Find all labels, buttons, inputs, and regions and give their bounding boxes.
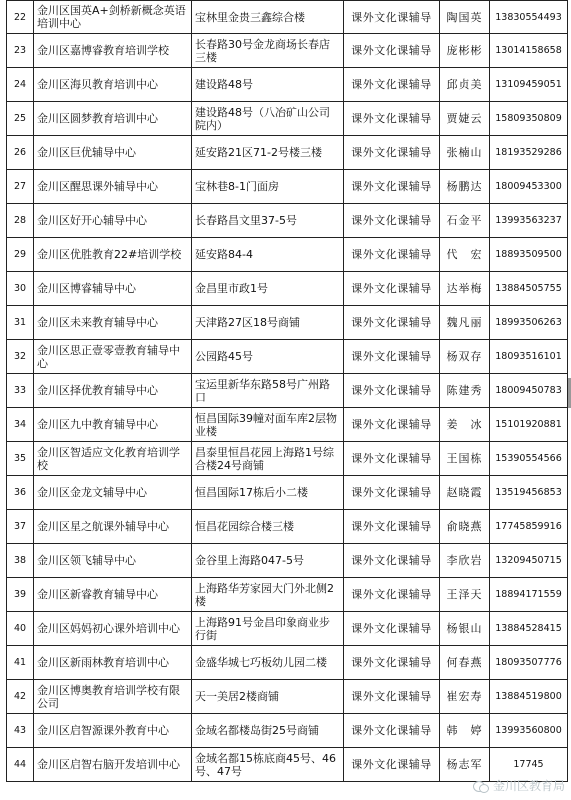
institution-name-cell: 金川区启智源课外教育中心 — [34, 714, 192, 748]
contact-person-cell: 姜 冰 — [440, 408, 490, 442]
category-cell: 课外文化课辅导 — [344, 374, 440, 408]
institution-name-cell: 金川区醒思课外辅导中心 — [34, 170, 192, 204]
table-row — [7, 68, 568, 102]
institution-name-cell: 金川区启智右脑开发培训中心 — [34, 748, 192, 782]
contact-person-cell: 陈建秀 — [440, 374, 490, 408]
address-cell: 宝林里金贵三鑫综合楼 — [192, 1, 344, 34]
row-number-cell: 31 — [7, 306, 34, 340]
phone-cell: 13209450715 — [490, 544, 568, 578]
row-number-cell: 44 — [7, 748, 34, 782]
phone-cell: 17745 — [490, 748, 568, 782]
row-number-cell: 22 — [7, 1, 34, 34]
table-row — [7, 510, 568, 544]
contact-person-cell: 杨银山 — [440, 612, 490, 646]
contact-person-cell: 邱贞美 — [440, 68, 490, 102]
institution-name-cell: 金川区好开心辅导中心 — [34, 204, 192, 238]
table-row — [7, 578, 568, 612]
address-cell: 公园路45号 — [192, 340, 344, 374]
contact-person-cell: 魏凡丽 — [440, 306, 490, 340]
table-row — [7, 408, 568, 442]
address-cell: 宝林巷8-1门面房 — [192, 170, 344, 204]
phone-cell: 18893509500 — [490, 238, 568, 272]
address-cell: 延安路21区71-2号楼三楼 — [192, 136, 344, 170]
phone-cell: 13519456853 — [490, 476, 568, 510]
row-number-cell: 23 — [7, 34, 34, 68]
row-number-cell: 37 — [7, 510, 34, 544]
category-cell: 课外文化课辅导 — [344, 204, 440, 238]
row-number-cell: 32 — [7, 340, 34, 374]
category-cell: 课外文化课辅导 — [344, 510, 440, 544]
table-row — [7, 374, 568, 408]
phone-cell: 13109459051 — [490, 68, 568, 102]
wechat-icon — [473, 779, 489, 793]
phone-cell: 15809350809 — [490, 102, 568, 136]
address-cell: 恒昌国际39幢对面车库2层物业楼 — [192, 408, 344, 442]
table-row — [7, 102, 568, 136]
contact-person-cell: 李欣岩 — [440, 544, 490, 578]
phone-cell: 17745859916 — [490, 510, 568, 544]
category-cell: 课外文化课辅导 — [344, 578, 440, 612]
address-cell: 金谷里上海路047-5号 — [192, 544, 344, 578]
table-row — [7, 204, 568, 238]
document-sheet — [2, 0, 569, 782]
category-cell: 课外文化课辅导 — [344, 136, 440, 170]
institution-name-cell: 金川区星之航课外辅导中心 — [34, 510, 192, 544]
phone-cell: 13884528415 — [490, 612, 568, 646]
table-row — [7, 170, 568, 204]
address-cell: 天一美居2楼商铺 — [192, 680, 344, 714]
institution-name-cell: 金川区博睿辅导中心 — [34, 272, 192, 306]
category-cell: 课外文化课辅导 — [344, 340, 440, 374]
category-cell: 课外文化课辅导 — [344, 748, 440, 782]
phone-cell: 18009453300 — [490, 170, 568, 204]
table-row — [7, 476, 568, 510]
table-row — [7, 680, 568, 714]
row-number-cell: 33 — [7, 374, 34, 408]
institution-name-cell: 金川区巨优辅导中心 — [34, 136, 192, 170]
row-number-cell: 30 — [7, 272, 34, 306]
table-row — [7, 612, 568, 646]
institution-table — [6, 0, 568, 782]
row-number-cell: 35 — [7, 442, 34, 476]
row-number-cell: 24 — [7, 68, 34, 102]
institution-name-cell: 金川区金龙文辅导中心 — [34, 476, 192, 510]
contact-person-cell: 达举梅 — [440, 272, 490, 306]
contact-person-cell: 何春燕 — [440, 646, 490, 680]
address-cell: 建设路48号 — [192, 68, 344, 102]
contact-person-cell: 杨志军 — [440, 748, 490, 782]
table-row — [7, 714, 568, 748]
institution-name-cell: 金川区领飞辅导中心 — [34, 544, 192, 578]
category-cell: 课外文化课辅导 — [344, 272, 440, 306]
address-cell: 金盛华城七巧板幼儿园二楼 — [192, 646, 344, 680]
contact-person-cell: 崔宏寿 — [440, 680, 490, 714]
institution-name-cell: 金川区国英A+剑桥新概念英语培训中心 — [34, 1, 192, 34]
row-number-cell: 29 — [7, 238, 34, 272]
contact-person-cell: 杨双存 — [440, 340, 490, 374]
row-number-cell: 25 — [7, 102, 34, 136]
address-cell: 上海路91号金昌印象商业步行街 — [192, 612, 344, 646]
category-cell: 课外文化课辅导 — [344, 306, 440, 340]
phone-cell: 13830554493 — [490, 1, 568, 34]
phone-cell: 18894171559 — [490, 578, 568, 612]
table-row — [7, 238, 568, 272]
row-number-cell: 38 — [7, 544, 34, 578]
phone-cell: 18009450783 — [490, 374, 568, 408]
contact-person-cell: 陶国英 — [440, 1, 490, 34]
address-cell: 金域名都15栋底商45号、46号、47号 — [192, 748, 344, 782]
table-row — [7, 136, 568, 170]
phone-cell: 13014158658 — [490, 34, 568, 68]
address-cell: 建设路48号（八冶矿山公司院内） — [192, 102, 344, 136]
category-cell: 课外文化课辅导 — [344, 408, 440, 442]
institution-name-cell: 金川区择优教育辅导中心 — [34, 374, 192, 408]
phone-cell: 13884505755 — [490, 272, 568, 306]
table-body — [7, 1, 568, 782]
row-number-cell: 42 — [7, 680, 34, 714]
address-cell: 宝运里新华东路58号广州路口 — [192, 374, 344, 408]
phone-cell: 18193529286 — [490, 136, 568, 170]
row-number-cell: 36 — [7, 476, 34, 510]
category-cell: 课外文化课辅导 — [344, 680, 440, 714]
contact-person-cell: 庞彬彬 — [440, 34, 490, 68]
phone-cell: 18093516101 — [490, 340, 568, 374]
table-row — [7, 544, 568, 578]
watermark — [473, 777, 565, 794]
category-cell: 课外文化课辅导 — [344, 34, 440, 68]
contact-person-cell: 代 宏 — [440, 238, 490, 272]
phone-cell: 13993563237 — [490, 204, 568, 238]
contact-person-cell: 韩 婷 — [440, 714, 490, 748]
phone-cell: 18093507776 — [490, 646, 568, 680]
address-cell: 金域名都楼岛街25号商铺 — [192, 714, 344, 748]
contact-person-cell: 王国栋 — [440, 442, 490, 476]
category-cell: 课外文化课辅导 — [344, 476, 440, 510]
category-cell: 课外文化课辅导 — [344, 102, 440, 136]
contact-person-cell: 张楠山 — [440, 136, 490, 170]
row-number-cell: 26 — [7, 136, 34, 170]
category-cell: 课外文化课辅导 — [344, 1, 440, 34]
institution-name-cell: 金川区嘉博睿教育培训学校 — [34, 34, 192, 68]
institution-name-cell: 金川区博奥教育培训学校有限公司 — [34, 680, 192, 714]
phone-cell: 15390554566 — [490, 442, 568, 476]
category-cell: 课外文化课辅导 — [344, 612, 440, 646]
category-cell: 课外文化课辅导 — [344, 68, 440, 102]
category-cell: 课外文化课辅导 — [344, 714, 440, 748]
table-row — [7, 442, 568, 476]
address-cell: 天津路27区18号商铺 — [192, 306, 344, 340]
row-number-cell: 28 — [7, 204, 34, 238]
category-cell: 课外文化课辅导 — [344, 646, 440, 680]
address-cell: 上海路华芳家园大门外北侧2楼 — [192, 578, 344, 612]
institution-name-cell: 金川区优胜教育22#培训学校 — [34, 238, 192, 272]
table-row — [7, 34, 568, 68]
institution-name-cell: 金川区思正壹零壹教育辅导中心 — [34, 340, 192, 374]
contact-person-cell: 赵晓霞 — [440, 476, 490, 510]
table-row — [7, 340, 568, 374]
table-row — [7, 646, 568, 680]
phone-cell: 13884519800 — [490, 680, 568, 714]
category-cell: 课外文化课辅导 — [344, 170, 440, 204]
institution-name-cell: 金川区新睿教育辅导中心 — [34, 578, 192, 612]
contact-person-cell: 石金平 — [440, 204, 490, 238]
table-row — [7, 306, 568, 340]
contact-person-cell: 贾婕云 — [440, 102, 490, 136]
phone-cell: 18993506263 — [490, 306, 568, 340]
address-cell: 昌泰里恒昌花园上海路1号综合楼24号商铺 — [192, 442, 344, 476]
address-cell: 恒昌国际17栋后小二楼 — [192, 476, 344, 510]
watermark-text: 金川区教育局 — [492, 779, 565, 793]
row-number-cell: 40 — [7, 612, 34, 646]
category-cell: 课外文化课辅导 — [344, 544, 440, 578]
category-cell: 课外文化课辅导 — [344, 442, 440, 476]
institution-name-cell: 金川区圆梦教育培训中心 — [34, 102, 192, 136]
phone-cell: 15101920881 — [490, 408, 568, 442]
institution-name-cell: 金川区新雨林教育培训中心 — [34, 646, 192, 680]
contact-person-cell: 俞晓燕 — [440, 510, 490, 544]
row-number-cell: 41 — [7, 646, 34, 680]
institution-name-cell: 金川区九中教育辅导中心 — [34, 408, 192, 442]
institution-name-cell: 金川区未来教育辅导中心 — [34, 306, 192, 340]
phone-cell: 13993560800 — [490, 714, 568, 748]
row-number-cell: 34 — [7, 408, 34, 442]
address-cell: 恒昌花园综合楼三楼 — [192, 510, 344, 544]
row-number-cell: 39 — [7, 578, 34, 612]
row-number-cell: 43 — [7, 714, 34, 748]
address-cell: 延安路84-4 — [192, 238, 344, 272]
contact-person-cell: 杨鹏达 — [440, 170, 490, 204]
address-cell: 长春路30号金龙商场长春店三楼 — [192, 34, 344, 68]
row-number-cell: 27 — [7, 170, 34, 204]
institution-name-cell: 金川区智适应文化教育培训学校 — [34, 442, 192, 476]
institution-name-cell: 金川区海贝教育培训中心 — [34, 68, 192, 102]
contact-person-cell: 王泽天 — [440, 578, 490, 612]
institution-name-cell: 金川区妈妈初心课外培训中心 — [34, 612, 192, 646]
table-row — [7, 272, 568, 306]
category-cell: 课外文化课辅导 — [344, 238, 440, 272]
address-cell: 长春路昌文里37-5号 — [192, 204, 344, 238]
table-row — [7, 1, 568, 34]
address-cell: 金昌里市政1号 — [192, 272, 344, 306]
